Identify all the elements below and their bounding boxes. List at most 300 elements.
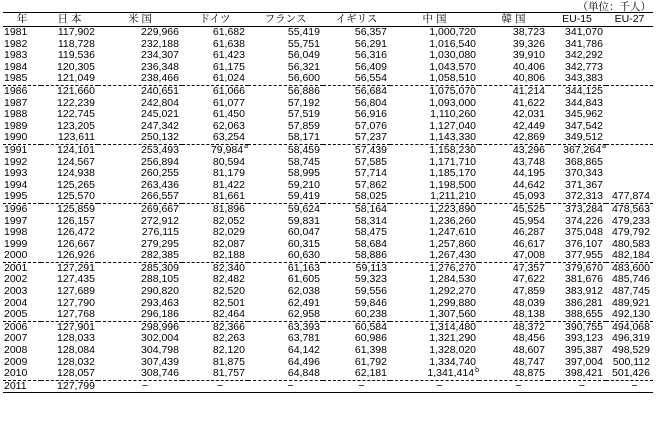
cell-year: 1997 (4, 214, 28, 227)
cell-value: 370,343 (565, 167, 603, 180)
cell-year: 1992 (4, 155, 28, 168)
cell-value: − (216, 379, 224, 392)
cell-france (248, 380, 323, 393)
population-table (3, 12, 653, 393)
cell-year: 1985 (3, 73, 41, 85)
cell-value: 304,798 (141, 344, 179, 357)
cell-value: 1,341,414 (427, 367, 475, 380)
cell-japan (41, 380, 98, 393)
table-row (3, 262, 653, 274)
cell-value: 48,372 (512, 320, 545, 333)
cell-value: 1,093,000 (429, 96, 476, 109)
cell-value: 126,157 (57, 214, 95, 227)
cell-value: 344,843 (565, 96, 603, 109)
cell-value: 56,916 (354, 108, 387, 121)
cell-value: 82,340 (212, 261, 245, 274)
cell-value: 60,584 (354, 320, 387, 333)
cell-value: 60,315 (287, 237, 320, 250)
table-row (3, 357, 653, 369)
cell-value: 372,313 (565, 190, 603, 203)
cell-value: 393,123 (565, 332, 603, 345)
cell-year: 2009 (4, 355, 28, 368)
cell-value: 483,600 (612, 261, 650, 274)
cell-value: 57,192 (287, 96, 320, 109)
cell-usa (98, 309, 182, 321)
cell-uk (323, 309, 390, 321)
cell-value: 42,031 (512, 108, 545, 121)
cell-year: 1991 (4, 143, 28, 156)
cell-value: 61,792 (354, 355, 387, 368)
cell-value: 59,624 (287, 202, 320, 215)
cell-value: 64,142 (287, 344, 320, 357)
cell-value: 82,029 (212, 226, 245, 239)
table-row (3, 239, 653, 251)
cell-value: 61,682 (212, 26, 245, 38)
cell-value: 342,773 (565, 60, 603, 73)
cell-value: 58,459 (287, 143, 320, 156)
cell-year: 2003 (4, 285, 28, 298)
table-row (3, 227, 653, 239)
cell-value: 1,198,500 (429, 178, 476, 191)
cell-value: 46,617 (512, 237, 545, 250)
cell-value: 127,799 (57, 379, 95, 392)
cell-value: 1,247,610 (429, 226, 476, 239)
cell-value: 117,902 (57, 26, 95, 38)
table-row (3, 368, 653, 380)
table-row (3, 203, 653, 215)
footnote-marker: a (244, 143, 248, 151)
cell-value: 62,181 (354, 367, 387, 380)
table-row (3, 380, 653, 393)
table-row (3, 345, 653, 357)
cell-year: 1995 (3, 191, 41, 203)
cell-value: 61,398 (354, 344, 387, 357)
cell-value: 60,630 (287, 249, 320, 262)
cell-japan (41, 132, 98, 144)
cell-value: 479,792 (612, 226, 650, 239)
table-row (3, 333, 653, 345)
cell-eu15 (548, 132, 606, 144)
cell-value: 80,594 (212, 155, 245, 168)
cell-value: 1,075,070 (429, 84, 476, 97)
cell-year: 2002 (4, 273, 28, 286)
cell-eu27 (606, 50, 653, 62)
cell-value: 61,077 (212, 96, 245, 109)
cell-usa (98, 191, 182, 203)
cell-china (390, 73, 479, 85)
cell-value: 1,334,740 (429, 355, 476, 368)
cell-value: 128,057 (57, 367, 95, 380)
cell-value: 1,000,720 (429, 26, 476, 38)
cell-value: 43,748 (512, 155, 545, 168)
cell-value: 376,107 (565, 237, 603, 250)
cell-value: 45,093 (512, 190, 545, 203)
cell-year: 2004 (4, 296, 28, 309)
cell-value: 1,267,430 (429, 249, 476, 262)
cell-value: 58,886 (354, 249, 387, 262)
header-row (3, 13, 653, 27)
table-row (3, 321, 653, 333)
cell-value: 236,348 (141, 60, 179, 73)
cell-value: − (141, 379, 149, 392)
cell-value: 1,236,260 (429, 214, 476, 227)
cell-value: 347,542 (565, 119, 603, 132)
cell-value: 276,115 (141, 226, 179, 239)
cell-year: 1986 (4, 84, 28, 97)
cell-value: 125,570 (57, 190, 95, 203)
table-body (3, 27, 653, 393)
cell-value: 60,238 (354, 308, 387, 321)
cell-japan (41, 309, 98, 321)
cell-china (390, 368, 479, 380)
cell-year: 2011 (3, 380, 41, 393)
cell-korea (479, 132, 548, 144)
cell-value: 1,143,330 (429, 131, 476, 144)
cell-china (390, 191, 479, 203)
cell-value: 47,859 (512, 285, 545, 298)
cell-value: 61,024 (212, 72, 245, 85)
col-header-france: フランス (248, 13, 323, 27)
cell-value: 125,265 (57, 178, 95, 191)
cell-value: 57,519 (287, 108, 320, 121)
cell-value: 59,210 (287, 178, 320, 191)
cell-value: 344,125 (565, 84, 603, 97)
cell-value: 40,406 (512, 60, 545, 73)
cell-value: 494,068 (612, 320, 650, 333)
table-row (3, 216, 653, 228)
cell-uk (323, 132, 390, 144)
cell-korea (479, 191, 548, 203)
cell-value: 61,638 (212, 37, 245, 50)
cell-value: 398,421 (565, 367, 603, 380)
cell-value: 238,466 (141, 72, 179, 85)
cell-france (248, 73, 323, 85)
table-row (3, 191, 653, 203)
cell-value: 58,745 (287, 155, 320, 168)
cell-value: 368,865 (565, 155, 603, 168)
cell-value: 56,049 (287, 49, 320, 62)
cell-value: 48,607 (512, 344, 545, 357)
cell-value: 61,175 (212, 60, 245, 73)
cell-value: 479,233 (612, 214, 650, 227)
cell-value: 79,984 (210, 143, 244, 156)
cell-year: 2005 (3, 309, 41, 321)
table-row (3, 274, 653, 286)
cell-value: 64,496 (287, 355, 320, 368)
cell-value: 63,254 (212, 131, 245, 144)
cell-value: 58,025 (354, 190, 387, 203)
cell-eu15 (548, 309, 606, 321)
cell-value: 123,611 (57, 131, 95, 144)
cell-year: 2001 (4, 261, 28, 274)
cell-value: 122,239 (57, 96, 95, 109)
cell-eu27 (606, 157, 653, 169)
cell-germany (182, 132, 248, 144)
cell-value: 293,463 (141, 296, 179, 309)
cell-value: 57,714 (354, 167, 387, 180)
cell-value: 247,342 (141, 119, 179, 132)
cell-japan (41, 250, 98, 262)
cell-value: 57,076 (354, 119, 387, 132)
cell-year: 2007 (4, 332, 28, 345)
cell-year: 1996 (4, 202, 28, 215)
cell-value: − (515, 379, 522, 392)
cell-value: − (287, 379, 294, 392)
cell-value: 56,321 (287, 60, 320, 73)
cell-value: 58,475 (354, 226, 387, 239)
unit-label: （単位：千人） (577, 1, 651, 13)
cell-value: 290,820 (141, 285, 179, 298)
cell-value: 308,746 (141, 367, 179, 380)
footnote-marker: b (475, 366, 479, 374)
cell-value: 61,163 (287, 261, 320, 274)
cell-germany (182, 191, 248, 203)
cell-germany (182, 250, 248, 262)
cell-value: 41,214 (512, 84, 545, 97)
cell-value: 56,409 (354, 60, 387, 73)
cell-value: 127,790 (57, 296, 95, 309)
cell-value: 82,120 (212, 344, 245, 357)
cell-value: 269,667 (141, 202, 179, 215)
cell-value: 48,747 (512, 355, 545, 368)
table-row (3, 109, 653, 121)
cell-value: 485,746 (612, 273, 650, 286)
cell-year: 1993 (4, 167, 28, 180)
table-row (3, 298, 653, 310)
cell-value: 48,039 (512, 296, 545, 309)
cell-value: 279,295 (141, 237, 179, 250)
cell-value: 1,058,510 (429, 72, 476, 85)
cell-eu15 (548, 191, 606, 203)
cell-value: − (358, 379, 365, 392)
col-header-china: 中 国 (390, 13, 479, 27)
cell-value: 124,101 (57, 143, 95, 156)
cell-value: 1,276,270 (429, 261, 476, 274)
cell-usa (98, 73, 182, 85)
cell-value: 44,642 (512, 178, 545, 191)
cell-value: 46,287 (512, 226, 545, 239)
cell-value: 58,314 (354, 214, 387, 227)
cell-eu27 (606, 368, 653, 380)
cell-value: 126,926 (57, 249, 95, 262)
cell-eu27 (606, 380, 653, 393)
cell-korea (479, 250, 548, 262)
cell-value: 128,084 (57, 344, 95, 357)
cell-value: 58,171 (287, 131, 320, 144)
cell-value: 288,105 (141, 273, 179, 286)
cell-value: 39,326 (512, 37, 545, 50)
table-row (3, 27, 653, 39)
table-row (3, 168, 653, 180)
cell-value: − (436, 379, 443, 392)
cell-japan (41, 368, 98, 380)
cell-usa (98, 368, 182, 380)
cell-value: 383,912 (565, 285, 603, 298)
cell-value: 1,030,080 (429, 49, 476, 62)
cell-value: − (631, 379, 638, 392)
cell-value: 59,323 (354, 273, 387, 286)
cell-year: 1990 (3, 132, 41, 144)
cell-value: 82,520 (212, 285, 245, 298)
cell-value: 242,804 (141, 96, 179, 109)
table-row (3, 250, 653, 262)
cell-value: 57,237 (354, 131, 387, 144)
cell-value: 386,281 (565, 296, 603, 309)
cell-value: 260,255 (141, 167, 179, 180)
cell-value: 374,226 (565, 214, 603, 227)
cell-value: 81,179 (212, 167, 245, 180)
cell-france (248, 191, 323, 203)
cell-japan (41, 73, 98, 85)
cell-value: 39,910 (512, 49, 545, 62)
cell-value: 298,996 (141, 320, 179, 333)
cell-year: 1987 (4, 96, 28, 109)
cell-china (390, 309, 479, 321)
cell-value: 62,063 (212, 119, 245, 132)
cell-value: 477,874 (612, 190, 650, 203)
cell-value: 81,875 (212, 355, 245, 368)
cell-value: 126,472 (57, 226, 95, 239)
cell-value: 81,896 (212, 202, 245, 215)
cell-value: 43,296 (512, 143, 545, 156)
cell-value: 232,188 (141, 37, 179, 50)
cell-eu27 (606, 98, 653, 110)
cell-value: 56,804 (354, 96, 387, 109)
cell-value: 1,185,170 (429, 167, 476, 180)
cell-value: 47,008 (512, 249, 545, 262)
cell-value: 245,021 (141, 108, 179, 121)
cell-value: 82,263 (212, 332, 245, 345)
cell-value: 63,393 (287, 320, 320, 333)
cell-value: 57,439 (354, 143, 387, 156)
cell-eu27 (606, 144, 653, 156)
cell-value: 1,321,290 (429, 332, 476, 345)
cell-value: 57,862 (354, 178, 387, 191)
table-row (3, 73, 653, 85)
cell-value: 62,491 (287, 296, 320, 309)
cell-year: 2010 (3, 368, 41, 380)
cell-value: 125,859 (57, 202, 95, 215)
cell-value: 263,436 (141, 178, 179, 191)
cell-value: 81,757 (212, 367, 245, 380)
cell-value: 482,184 (612, 249, 650, 262)
cell-value: 38,723 (512, 26, 545, 38)
cell-value: 58,684 (354, 237, 387, 250)
cell-eu15 (548, 250, 606, 262)
cell-value: 48,138 (512, 308, 545, 321)
cell-value: 229,966 (141, 26, 179, 38)
cell-value: 123,205 (57, 119, 95, 132)
cell-year: 1994 (4, 178, 28, 191)
cell-year: 1998 (4, 226, 28, 239)
cell-value: 1,314,480 (429, 320, 476, 333)
cell-value: 61,423 (212, 49, 245, 62)
cell-value: 282,385 (141, 249, 179, 262)
cell-value: 1,284,530 (429, 273, 476, 286)
cell-korea (479, 368, 548, 380)
cell-value: 61,066 (212, 84, 245, 97)
cell-value: 48,875 (512, 367, 545, 380)
table-row (3, 85, 653, 97)
cell-value: 56,291 (354, 37, 387, 50)
cell-china (390, 132, 479, 144)
cell-value: 496,319 (612, 332, 650, 345)
table-row (3, 132, 653, 144)
cell-value: 500,112 (612, 355, 650, 368)
cell-value: 61,605 (287, 273, 320, 286)
cell-value: 58,164 (354, 202, 387, 215)
cell-uk (323, 368, 390, 380)
cell-eu27 (606, 168, 653, 180)
cell-usa (98, 250, 182, 262)
cell-eu27 (606, 109, 653, 121)
cell-value: 1,211,210 (430, 190, 476, 203)
cell-year: 1988 (4, 108, 28, 121)
cell-china (390, 250, 479, 262)
cell-value: 59,113 (355, 261, 387, 274)
cell-value: 1,110,260 (430, 108, 476, 121)
cell-value: 395,387 (565, 344, 603, 357)
cell-value: 1,328,020 (429, 344, 476, 357)
cell-eu15 (548, 73, 606, 85)
cell-value: 63,781 (287, 332, 320, 345)
cell-value: 397,004 (565, 355, 603, 368)
cell-value: 240,651 (141, 84, 179, 97)
cell-china (390, 380, 479, 393)
cell-eu27 (606, 309, 653, 321)
cell-value: 128,033 (57, 332, 95, 345)
cell-value: 371,367 (565, 178, 603, 191)
cell-value: 40,806 (512, 72, 545, 85)
cell-value: 119,536 (57, 49, 95, 62)
cell-germany (182, 309, 248, 321)
table-row (3, 98, 653, 110)
cell-korea (479, 380, 548, 393)
cell-value: 388,655 (565, 308, 603, 321)
cell-uk (323, 250, 390, 262)
col-header-germany: ドイツ (182, 13, 248, 27)
cell-value: 55,751 (287, 37, 320, 50)
col-header-japan: 日 本 (41, 13, 98, 27)
cell-france (248, 309, 323, 321)
cell-value: 367,264 (563, 143, 602, 156)
cell-value: 343,383 (565, 72, 603, 85)
cell-value: 373,284 (565, 202, 603, 215)
cell-value: 82,464 (212, 308, 245, 321)
cell-value: 56,316 (354, 49, 387, 62)
cell-value: 61,450 (212, 108, 245, 121)
cell-value: 59,556 (354, 285, 387, 298)
cell-value: 56,554 (354, 72, 387, 85)
cell-korea (479, 309, 548, 321)
cell-year: 1982 (4, 37, 28, 50)
cell-value: 82,052 (212, 214, 245, 227)
cell-value: 124,938 (57, 167, 95, 180)
cell-value: 62,958 (287, 308, 320, 321)
cell-value: 127,435 (57, 273, 95, 286)
cell-eu27 (606, 191, 653, 203)
cell-value: 121,049 (57, 72, 95, 85)
table-row (3, 50, 653, 62)
cell-value: 120,305 (57, 60, 95, 73)
cell-year: 2000 (3, 250, 41, 262)
cell-value: 127,291 (57, 261, 95, 274)
cell-value: 345,962 (565, 108, 603, 121)
table-row (3, 286, 653, 298)
cell-value: − (578, 379, 586, 392)
cell-value: 379,670 (565, 261, 603, 274)
cell-value: 58,995 (287, 167, 320, 180)
